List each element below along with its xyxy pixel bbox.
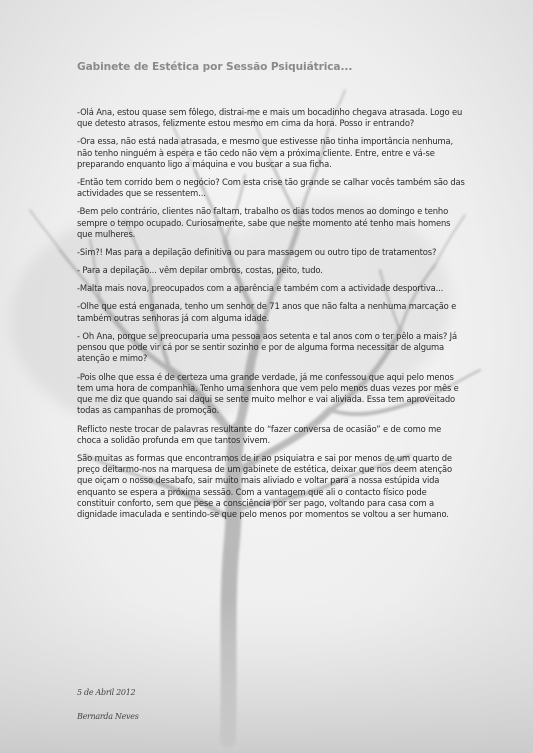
paragraph: -Bem pelo contrário, clientes não faltam, trabalho os dias todos menos ao domingo e tenho sempre o tempo ocupado. Curiosamente, sabe que neste momento até tenho mais homens que mulheres. (77, 206, 451, 240)
paragraph: Reflicto neste trocar de palavras resultante do “fazer conversa de ocasião” e de como me choca a solidão profunda em que tantos vivem. (77, 423, 442, 445)
paragraph: -Pois olhe que essa é de certeza uma grande verdade, já me confessou que aqui pelo menos tem uma hora de companhia. Tenho uma senhora que vem pelo menos duas vezes por mês e que me diz que quando sai daqui se sente muito melhor e vai aliviada. Essa tem aproveitado todas as campanhas de promoção. (77, 371, 459, 416)
document-title: Gabinete de Estética por Sessão Psiquiátrica... (77, 61, 353, 73)
signature-date: 5 de Abril 2012 (77, 688, 136, 697)
document-body (77, 107, 465, 527)
paragraph: -Malta mais nova, preocupados com a aparência e também com a actividade desportiva... (77, 283, 444, 294)
paragraph: - Oh Ana, porque se preocuparia uma pessoa aos setenta e tal anos com o ter pêlo a mais? Já pensou que pode vir cá por se sentir sozinho e por de alguma forma necessitar de alguma atenção e mimo? (77, 330, 457, 364)
paragraph: -Olhe que está enganada, tenho um senhor de 71 anos que não falta a nenhuma marcação e também outras senhoras já com alguma idade. (77, 301, 457, 323)
signature-author: Bernarda Neves (77, 712, 139, 721)
paragraph: -Então tem corrido bem o negócio? Com esta crise tão grande se calhar vocês também são das actividades que se ressentem... (77, 177, 465, 199)
paragraph: - Para a depilação... vêm depilar ombros, costas, peito, tudo. (77, 265, 323, 276)
paragraph: -Ora essa, não está nada atrasada, e mesmo que estivesse não tinha importância nenhuma, não tenho ninguém à espera e tão cedo não vem a próxima cliente. Entre, entre e vá-se preparando enquanto ligo a máquina e vou buscar a sua ficha. (77, 136, 454, 169)
paragraph: -Sim?! Mas para a depilação definitiva ou para massagem ou outro tipo de tratamentos? (77, 247, 437, 258)
paragraph: São muitas as formas que encontramos de ir ao psiquiatra e sai por menos de um quarto de preço deitarmo-nos na marquesa de um gabinete de estética, deixar que nos deem atenção que oiçam o nosso desabafo, sair muito mais aliviado e voltar para a nossa estúpida vida enquanto se espera a próxima sessão. Com a vantagem que ali o contacto físico pode constituir conforto, sem que pese a consciência por ser pago, voltando para casa com a dignidade imaculada e sentindo-se que pelo menos por momentos se voltou a ser humano. (77, 452, 452, 520)
paragraph: -Olá Ana, estou quase sem fôlego, distrai-me e mais um bocadinho chegava atrasada. Logo eu que detesto atrasos, felizmente estou mesmo em cima da hora. Posso ir entrando? (77, 107, 463, 129)
